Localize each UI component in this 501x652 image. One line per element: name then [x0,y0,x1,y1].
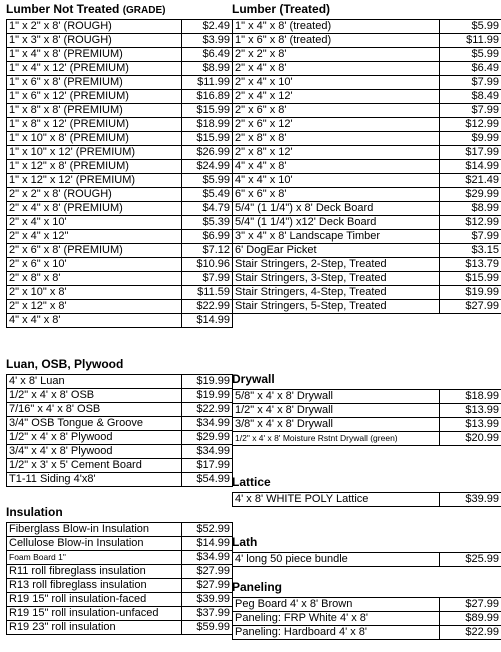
item-price: $27.99 [182,565,233,579]
table-row [7,523,233,537]
item-name: R19 15" roll insulation-faced [7,593,182,607]
table-row [7,445,233,459]
item-price: $22.99 [182,300,233,314]
item-name: 4' long 50 piece bundle [233,553,440,567]
item-price: $26.99 [182,146,233,160]
section-luan-osb-plywood [6,357,233,487]
section-heading: Drywall [232,372,275,386]
table-row [7,459,233,473]
item-price: $29.99 [440,188,501,202]
table-row [7,258,233,272]
item-price: $15.99 [182,132,233,146]
section-heading: Lumber (Treated) [232,2,331,16]
item-name: 4" x 4" x 8' [7,314,182,328]
item-name: 2" x 4" x 12' [233,90,440,104]
table-row [233,62,501,76]
item-price: $9.99 [440,132,501,146]
item-price: $2.49 [182,20,233,34]
item-price: $34.99 [182,445,233,459]
table-row [7,216,233,230]
table-row [233,202,501,216]
item-name: 1/2" x 3' x 5' Cement Board [7,459,182,473]
item-price: $54.99 [182,473,233,487]
item-name: Peg Board 4' x 8' Brown [233,598,440,612]
table-row [233,432,501,446]
table-row [233,132,501,146]
item-name: 1" x 6" x 12' (PREMIUM) [7,90,182,104]
table-row [7,375,233,389]
table-row [7,48,233,62]
item-price: $7.99 [182,272,233,286]
table-row [233,230,501,244]
item-name: Stair Stringers, 5-Step, Treated [233,300,440,314]
item-price: $13.99 [440,404,501,418]
item-name: 2" x 6" x 12' [233,118,440,132]
table-row [7,286,233,300]
item-name: 4" x 4" x 10' [233,174,440,188]
section-heading: Luan, OSB, Plywood [6,357,124,371]
item-price: $18.99 [182,118,233,132]
table-row [233,20,501,34]
section-heading: Lath [232,535,258,549]
item-price: $5.49 [182,188,233,202]
item-price: $8.99 [182,62,233,76]
item-name: 2" x 4" x 8' [233,62,440,76]
item-price: $12.99 [440,216,501,230]
item-price: $25.99 [440,553,501,567]
section-insulation [6,505,233,635]
item-name: 2" x 4" x 12" [7,230,182,244]
item-name: 1" x 12" x 12' (PREMIUM) [7,174,182,188]
item-price: $20.99 [440,432,501,446]
item-price: $22.99 [182,403,233,417]
item-price: $22.99 [440,626,501,640]
table-row [233,174,501,188]
table-row [7,20,233,34]
table-row [233,390,501,404]
item-name: Cellulose Blow-in Insulation [7,537,182,551]
item-price: $34.99 [182,551,233,565]
table-row [7,417,233,431]
price-table [6,522,233,635]
item-name: 2" x 4" x 8' (PREMIUM) [7,202,182,216]
item-name: Fiberglass Blow-in Insulation [7,523,182,537]
item-price: $6.99 [182,230,233,244]
item-price: $15.99 [440,272,501,286]
item-price: $5.99 [182,174,233,188]
item-name: Stair Stringers, 4-Step, Treated [233,286,440,300]
item-price: $18.99 [440,390,501,404]
table-row [233,34,501,48]
item-name: 3/8" x 4' x 8' Drywall [233,418,440,432]
section-lattice [232,475,501,507]
item-price: $39.99 [182,593,233,607]
item-price: $27.99 [182,579,233,593]
item-price: $5.39 [182,216,233,230]
item-name: 1" x 6" x 8' (treated) [233,34,440,48]
price-table [232,492,501,507]
item-name: 2" x 6" x 8' (PREMIUM) [7,244,182,258]
table-row [233,48,501,62]
table-row [233,188,501,202]
table-row [7,76,233,90]
price-table [232,389,501,446]
table-row [7,188,233,202]
item-name: 6" x 6" x 8' [233,188,440,202]
table-row [7,146,233,160]
item-name: 2" x 6" x 8' [233,104,440,118]
item-price: $15.99 [182,104,233,118]
item-price: $11.99 [440,34,501,48]
item-name: 1" x 2" x 8' (ROUGH) [7,20,182,34]
item-price: $7.99 [440,230,501,244]
item-price: $8.49 [440,90,501,104]
item-name: 2" x 4" x 10' [233,76,440,90]
table-row [233,118,501,132]
price-table [6,374,233,487]
table-row [7,314,233,328]
item-name: R19 15" roll insulation-unfaced [7,607,182,621]
table-row [7,551,233,565]
price-table [232,19,501,314]
item-name: 1" x 8" x 8' (PREMIUM) [7,104,182,118]
item-price: $13.99 [440,418,501,432]
item-price: $27.99 [440,300,501,314]
item-price: $59.99 [182,621,233,635]
section-lumber-not-treated [6,2,233,328]
price-table [232,552,501,567]
section-heading: Lumber Not Treated (GRADE) [6,2,166,16]
item-price: $10.96 [182,258,233,272]
section-heading: Insulation [6,505,63,519]
item-price: $14.99 [182,537,233,551]
item-price: $14.99 [440,160,501,174]
item-price: $21.49 [440,174,501,188]
section-heading: Lattice [232,475,271,489]
item-price: $13.79 [440,258,501,272]
item-price: $34.99 [182,417,233,431]
table-row [7,62,233,76]
table-row [233,76,501,90]
item-price: $8.99 [440,202,501,216]
item-name: 2" x 8" x 8' [7,272,182,286]
table-row [7,244,233,258]
table-row [7,389,233,403]
item-name: T1-11 Siding 4'x8' [7,473,182,487]
item-price: $11.59 [182,286,233,300]
section-lath [232,535,501,567]
item-name: 1" x 4" x 12' (PREMIUM) [7,62,182,76]
item-name: 2" x 4" x 10' [7,216,182,230]
table-row [7,34,233,48]
table-row [7,607,233,621]
item-name: Foam Board 1" [7,551,182,565]
table-row [7,174,233,188]
item-name: 1" x 6" x 8' (PREMIUM) [7,76,182,90]
item-name: 1" x 4" x 8' (treated) [233,20,440,34]
item-name: R11 roll fibreglass insulation [7,565,182,579]
table-row [233,90,501,104]
section-paneling [232,580,501,640]
item-name: Paneling: Hardboard 4' x 8' [233,626,440,640]
item-name: R13 roll fibreglass insulation [7,579,182,593]
item-price: $5.99 [440,20,501,34]
item-name: 2" x 6" x 10' [7,258,182,272]
section-drywall [232,372,501,446]
item-price: $17.99 [440,146,501,160]
item-name: 4' x 8' Luan [7,375,182,389]
item-name: Stair Stringers, 3-Step, Treated [233,272,440,286]
table-row [7,202,233,216]
item-price: $17.99 [182,459,233,473]
item-name: R19 23" roll insulation [7,621,182,635]
item-price: $19.99 [440,286,501,300]
item-name: 3" x 4" x 8' Landscape Timber [233,230,440,244]
table-row [7,579,233,593]
item-name: 1/2" x 4' x 8' Plywood [7,431,182,445]
item-price: $39.99 [440,493,501,507]
table-row [7,621,233,635]
item-price: $3.99 [182,34,233,48]
item-name: 1" x 8" x 12' (PREMIUM) [7,118,182,132]
table-row [233,258,501,272]
table-row [233,146,501,160]
item-price: $7.99 [440,104,501,118]
table-row [233,626,501,640]
table-row [7,132,233,146]
table-row [233,272,501,286]
item-name: 2" x 10" x 8' [7,286,182,300]
table-row [233,104,501,118]
item-price: $3.15 [440,244,501,258]
table-row [7,90,233,104]
item-price: $6.49 [182,48,233,62]
item-price: $6.49 [440,62,501,76]
item-price: $12.99 [440,118,501,132]
item-price: $37.99 [182,607,233,621]
item-name: 4" x 4" x 8' [233,160,440,174]
table-row [7,431,233,445]
item-name: 1" x 10" x 8' (PREMIUM) [7,132,182,146]
item-name: 2" x 12" x 8' [7,300,182,314]
table-row [7,403,233,417]
table-row [233,553,501,567]
table-row [7,272,233,286]
table-row [7,593,233,607]
item-name: 7/16" x 4' x 8' OSB [7,403,182,417]
table-row [7,118,233,132]
item-price: $14.99 [182,314,233,328]
item-name: 4' x 8' WHITE POLY Lattice [233,493,440,507]
item-name: Stair Stringers, 2-Step, Treated [233,258,440,272]
table-row [233,300,501,314]
table-row [7,160,233,174]
item-name: 1/2" x 4' x 8' Drywall [233,404,440,418]
item-name: 1/2" x 4' x 8' Moisture Rstnt Drywall (green) [233,432,440,446]
table-row [7,104,233,118]
table-row [233,598,501,612]
item-price: $4.79 [182,202,233,216]
price-table [6,19,233,328]
item-name: 2" x 2" x 8' [233,48,440,62]
item-name: 3/4" OSB Tongue & Groove [7,417,182,431]
table-row [233,612,501,626]
price-table [232,597,501,640]
table-row [7,230,233,244]
item-price: $11.99 [182,76,233,90]
item-name: 5/4" (1 1/4") x12' Deck Board [233,216,440,230]
table-row [233,418,501,432]
table-row [233,160,501,174]
item-price: $16.89 [182,90,233,104]
item-price: $7.12 [182,244,233,258]
section-heading: Paneling [232,580,283,594]
item-name: 2" x 8" x 8' [233,132,440,146]
table-row [233,244,501,258]
item-price: $24.99 [182,160,233,174]
table-row [233,216,501,230]
item-price: $19.99 [182,375,233,389]
item-price: $5.99 [440,48,501,62]
table-row [7,565,233,579]
table-row [233,404,501,418]
item-price: $52.99 [182,523,233,537]
table-row [233,493,501,507]
item-name: 6' DogEar Picket [233,244,440,258]
item-name: Paneling: FRP White 4' x 8' [233,612,440,626]
item-name: 1" x 4" x 8' (PREMIUM) [7,48,182,62]
item-name: 1" x 12" x 8' (PREMIUM) [7,160,182,174]
item-name: 1" x 3" x 8' (ROUGH) [7,34,182,48]
item-name: 3/4" x 4' x 8' Plywood [7,445,182,459]
table-row [7,473,233,487]
item-price: $89.99 [440,612,501,626]
item-name: 1/2" x 4' x 8' OSB [7,389,182,403]
table-row [7,537,233,551]
item-name: 1" x 10" x 12' (PREMIUM) [7,146,182,160]
table-row [233,286,501,300]
item-name: 5/4" (1 1/4") x 8' Deck Board [233,202,440,216]
item-price: $27.99 [440,598,501,612]
table-row [7,300,233,314]
item-price: $19.99 [182,389,233,403]
section-lumber-treated [232,2,501,314]
item-name: 2" x 8" x 12' [233,146,440,160]
item-price: $7.99 [440,76,501,90]
item-price: $29.99 [182,431,233,445]
item-name: 5/8" x 4' x 8' Drywall [233,390,440,404]
item-name: 2" x 2" x 8' (ROUGH) [7,188,182,202]
